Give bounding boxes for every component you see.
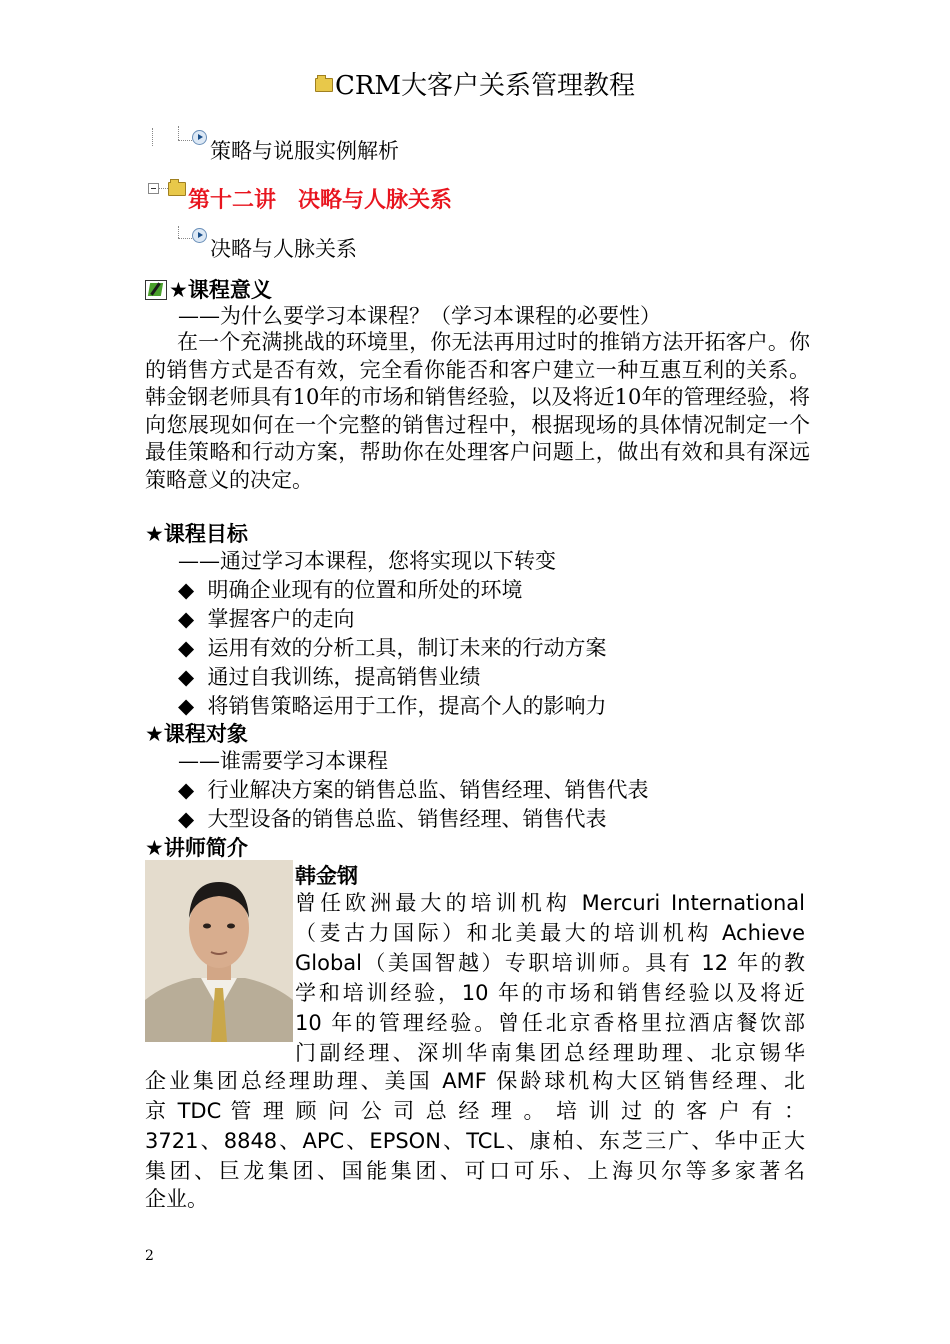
bio-line: 10 年的管理经验。曾任北京香格里拉酒店餐饮部 (295, 1011, 805, 1035)
chapter-title[interactable]: 第十二讲 决略与人脉关系 (188, 188, 453, 213)
section-subtitle: ——为什么要学习本课程？（学习本课程的必要性） (178, 304, 661, 328)
list-item: ◆ 明确企业现有的位置和所处的环境 (178, 578, 523, 602)
tree-connector (178, 226, 179, 238)
tree-connector (178, 140, 192, 141)
tree-connector (158, 188, 168, 189)
list-item: ◆ 将销售策略运用于工作，提高个人的影响力 (178, 694, 607, 718)
list-item: ◆ 大型设备的销售总监、销售经理、销售代表 (178, 807, 607, 831)
section-heading-instructor: ★讲师简介 (145, 836, 248, 860)
list-item: ◆ 运用有效的分析工具，制订未来的行动方案 (178, 636, 607, 660)
bio-line: 门副经理、深圳华南集团总经理助理、北京锡华 (295, 1041, 805, 1065)
bio-line: （麦古力国际）和北美最大的培训机构 Achieve (295, 921, 805, 945)
play-icon[interactable] (192, 130, 207, 145)
section-heading-goals: ★课程目标 (145, 522, 248, 546)
instructor-photo (145, 860, 293, 1042)
play-icon[interactable] (192, 228, 207, 243)
section-heading-audience: ★课程对象 (145, 722, 248, 746)
folder-icon (315, 78, 333, 92)
page-title: CRM大客户关系管理教程 (0, 68, 950, 104)
bio-line: 京 TDC 管 理 顾 问 公 司 总 经 理 。 培 训 过 的 客 户 有 ： (145, 1099, 805, 1123)
bio-line: 集团、巨龙集团、国能集团、可口可乐、上海贝尔等多家著名 (145, 1159, 805, 1183)
portrait-image (145, 860, 293, 1042)
bio-line: 企业。 (145, 1187, 208, 1211)
folder-icon (168, 182, 186, 196)
tree-connector (178, 238, 192, 239)
tree-item-relations[interactable]: 决略与人脉关系 (210, 237, 357, 261)
list-item: ◆ 掌握客户的走向 (178, 607, 355, 631)
section-heading-significance: ★课程意义 (145, 276, 272, 304)
list-item: ◆ 通过自我训练，提高销售业绩 (178, 665, 481, 689)
list-item: ◆ 行业解决方案的销售总监、销售经理、销售代表 (178, 778, 649, 802)
tree-connector (178, 126, 179, 140)
bio-line: 曾任欧洲最大的培训机构 Mercuri International (295, 891, 805, 915)
significance-paragraph: 在一个充满挑战的环境里，你无法再用过时的推销方法开拓客户。你的销售方式是否有效，完全看你能否和客户建立一种互惠互利的关系。韩金钢老师具有10年的市场和销售经验，以及将近10年的管理经验，将向您展现如何在一个完整的销售过程中，根据现场的具体情况制定一个最佳策略和行动方案，帮助你在处理客户问题上，做出有效和具有深远策略意义的决定。 (145, 330, 810, 492)
tree-connector (152, 128, 153, 146)
bio-line: 学和培训经验，10 年的市场和销售经验以及将近 (295, 981, 805, 1005)
note-icon (145, 280, 167, 300)
section-subtitle: ——通过学习本课程，您将实现以下转变 (178, 549, 556, 573)
bio-line: Global（美国智越）专职培训师。具有 12 年的教 (295, 951, 805, 975)
instructor-name: 韩金钢 (295, 864, 358, 888)
bio-line: 企业集团总经理助理、美国 AMF 保龄球机构大区销售经理、北 (145, 1069, 805, 1093)
page-number: 2 (145, 1248, 154, 1264)
bio-line: 3721、8848、APC、EPSON、TCL、康柏、东芝三广、华中正大 (145, 1129, 805, 1153)
section-subtitle: ——谁需要学习本课程 (178, 749, 388, 773)
tree-item-strategy[interactable]: 策略与说服实例解析 (210, 139, 399, 163)
